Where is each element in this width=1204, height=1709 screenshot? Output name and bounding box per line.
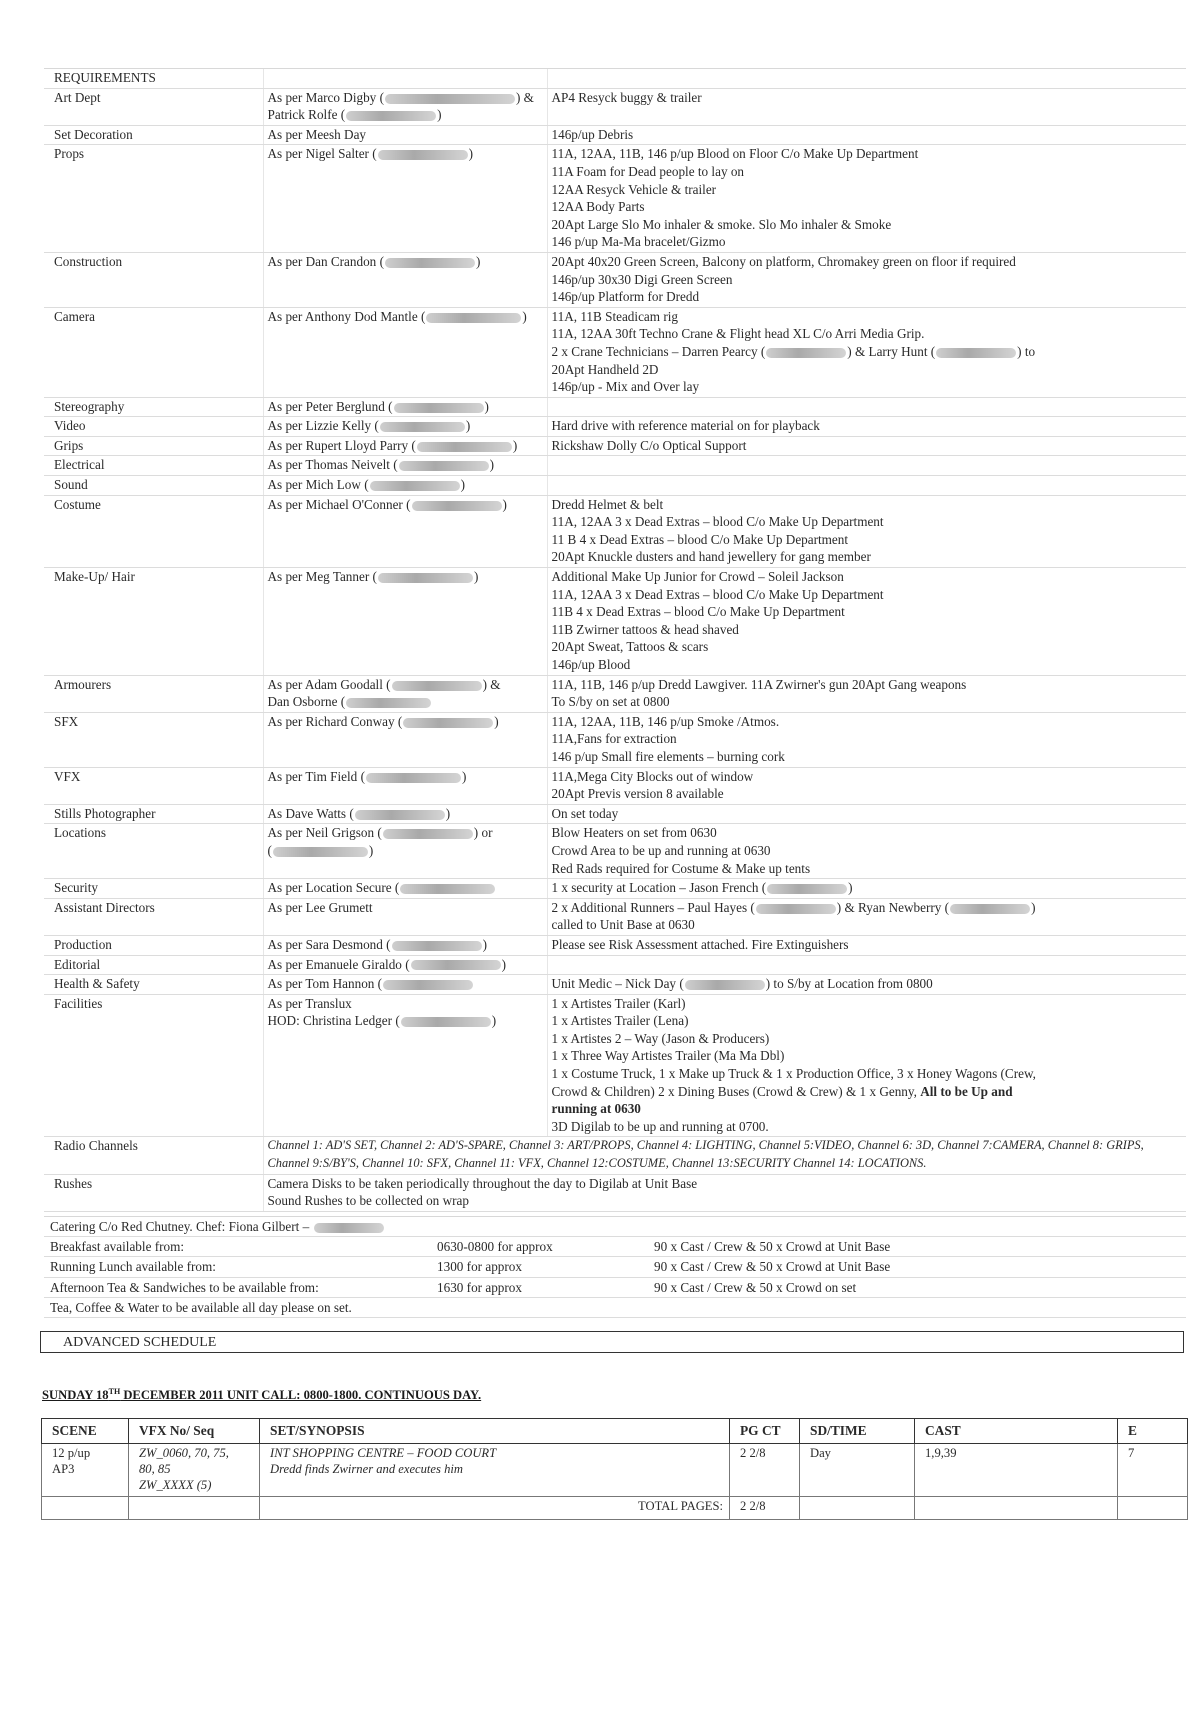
table-row	[44, 935, 1186, 955]
notes-cell: On set today	[547, 804, 1186, 824]
redacted-blur	[392, 681, 482, 691]
table-row	[44, 145, 1186, 253]
department-cell: Make-Up/ Hair	[44, 568, 263, 676]
schedule-header-row	[42, 1419, 1188, 1444]
contact-cell: As per Neil Grigson ( ) or ( )	[263, 824, 547, 879]
department-cell: Construction	[44, 252, 263, 307]
catering-row: Afternoon Tea & Sandwiches to be available from: 1630 for approx 90 x Cast / Crew & 50 x Crowd on set	[44, 1277, 1186, 1297]
notes-cell: Rickshaw Dolly C/o Optical Support	[547, 436, 1186, 456]
notes-cell: 1 x security at Location – Jason French ( )	[547, 879, 1186, 899]
redacted-blur	[417, 442, 512, 452]
redacted-blur	[385, 258, 475, 268]
redacted-blur	[766, 348, 846, 358]
redacted-blur	[346, 698, 431, 708]
table-row	[44, 712, 1186, 767]
contact-cell: As per Lizzie Kelly ( )	[263, 417, 547, 437]
table-row	[44, 476, 1186, 496]
redacted-blur	[378, 573, 473, 583]
redacted-blur	[346, 111, 436, 121]
redacted-blur	[394, 403, 484, 413]
contact-cell: As per Meg Tanner ( )	[263, 568, 547, 676]
notes-cell: Dredd Helmet & belt 11A, 12AA 3 x Dead Extras – blood C/o Make Up Department 11 B 4 x Dead Extras – blood C/o Make Up Department 20Apt Knuckle dusters and hand jewellery for gang member	[547, 495, 1186, 567]
scene-cell: 12 p/up AP3	[42, 1444, 129, 1497]
notes-cell: 11A, 11B Steadicam rig 11A, 12AA 30ft Techno Crane & Flight head XL C/o Arri Media Grip. 2 x Crane Technicians – Darren Pearcy ( ) & Larry Hunt ( ) to 20Apt Handheld 2D 146p/up - Mix and Over lay	[547, 307, 1186, 397]
contact-cell: As per Translux HOD: Christina Ledger ( )	[263, 994, 547, 1137]
table-row	[44, 879, 1186, 899]
redacted-blur	[273, 847, 368, 857]
table-row	[44, 898, 1186, 935]
contact-cell: As per Thomas Neivelt ( )	[263, 456, 547, 476]
catering-row: Breakfast available from: 0630-0800 for approx 90 x Cast / Crew & 50 x Crowd at Unit Base	[44, 1237, 1186, 1257]
table-row	[44, 975, 1186, 995]
table-row	[44, 252, 1186, 307]
department-cell: Stereography	[44, 397, 263, 417]
col-header-pgct: PG CT	[730, 1419, 800, 1444]
contact-cell: As per Rupert Lloyd Parry ( )	[263, 436, 547, 456]
total-pages-label: TOTAL PAGES:	[260, 1497, 730, 1520]
catering-footer-row: Tea, Coffee & Water to be available all day please on set.	[44, 1297, 1186, 1317]
contact-cell: As per Meesh Day	[263, 125, 547, 145]
notes-cell: 2 x Additional Runners – Paul Hayes ( ) & Ryan Newberry ( ) called to Unit Base at 0630	[547, 898, 1186, 935]
notes-cell: 20Apt 40x20 Green Screen, Balcony on platform, Chromakey green on floor if required 146p/up 30x30 Digi Green Screen 146p/up Platform for Dredd	[547, 252, 1186, 307]
department-cell: Electrical	[44, 456, 263, 476]
col-header-sdtime: SD/TIME	[800, 1419, 915, 1444]
department-cell: Editorial	[44, 955, 263, 975]
contact-cell: As per Anthony Dod Mantle ( )	[263, 307, 547, 397]
table-row	[44, 675, 1186, 712]
contact-cell: As per Location Secure (	[263, 879, 547, 899]
notes-cell	[547, 456, 1186, 476]
requirements-heading: REQUIREMENTS	[44, 69, 263, 89]
redacted-blur	[936, 348, 1016, 358]
department-cell: Facilities	[44, 994, 263, 1137]
col-header-e: E	[1118, 1419, 1188, 1444]
department-cell: Radio Channels	[44, 1137, 263, 1174]
redacted-blur	[950, 904, 1030, 914]
notes-cell	[547, 476, 1186, 496]
department-cell: Sound	[44, 476, 263, 496]
department-cell: Production	[44, 935, 263, 955]
redacted-blur	[412, 501, 502, 511]
catering-table	[44, 1216, 1186, 1318]
col-header-set: SET/SYNOPSIS	[260, 1419, 730, 1444]
cast-cell: 1,9,39	[915, 1444, 1118, 1497]
catering-title: Catering C/o Red Chutney. Chef: Fiona Gilbert –	[44, 1217, 1186, 1237]
department-cell: Costume	[44, 495, 263, 567]
redacted-blur	[385, 94, 515, 104]
notes-cell: 11A, 12AA, 11B, 146 p/up Blood on Floor C/o Make Up Department 11A Foam for Dead people to lay on 12AA Resyck Vehicle & trailer 12AA Body Parts 20Apt Large Slo Mo inhaler & smoke. Slo Mo inhaler & Smoke 146 p/up Ma-Ma bracelet/Gizmo	[547, 145, 1186, 253]
table-row	[44, 88, 1186, 125]
table-row	[44, 495, 1186, 567]
notes-cell: 1 x Artistes Trailer (Karl) 1 x Artistes Trailer (Lena) 1 x Artistes 2 – Way (Jason & Producers) 1 x Three Way Artistes Trailer (Ma Ma Dbl) 1 x Costume Truck, 1 x Make up Truck & 1 x Production Office, 3 x Honey Wagons (Crew, Crowd & Children) 2 x Dining Buses (Crowd & Crew) & 1 x Genny, All to be Up and running at 0630 3D Digilab to be up and running at 0700.	[547, 994, 1186, 1137]
table-row	[44, 307, 1186, 397]
contact-cell: As per Tim Field ( )	[263, 767, 547, 804]
redacted-blur	[383, 980, 473, 990]
vfx-cell: ZW_0060, 70, 75, 80, 85 ZW_XXXX (5)	[129, 1444, 260, 1497]
redacted-blur	[403, 718, 493, 728]
redacted-blur	[392, 941, 482, 951]
department-cell: Camera	[44, 307, 263, 397]
redacted-blur	[411, 960, 501, 970]
contact-cell: As per Dan Crandon ( )	[263, 252, 547, 307]
department-cell: Armourers	[44, 675, 263, 712]
department-cell: SFX	[44, 712, 263, 767]
col-header-scene: SCENE	[42, 1419, 129, 1444]
catering-row: Running Lunch available from: 1300 for approx 90 x Cast / Crew & 50 x Crowd at Unit Base	[44, 1257, 1186, 1277]
department-cell: Assistant Directors	[44, 898, 263, 935]
contact-cell: As per Michael O'Conner ( )	[263, 495, 547, 567]
redacted-blur	[399, 461, 489, 471]
redacted-blur	[400, 884, 495, 894]
notes-cell: Hard drive with reference material on for playback	[547, 417, 1186, 437]
department-cell: Stills Photographer	[44, 804, 263, 824]
notes-cell: 146p/up Debris	[547, 125, 1186, 145]
requirements-header-row	[44, 69, 1186, 89]
contact-cell: As per Nigel Salter ( )	[263, 145, 547, 253]
table-row	[44, 804, 1186, 824]
redacted-blur	[380, 422, 465, 432]
department-cell: Grips	[44, 436, 263, 456]
day-heading: SUNDAY 18TH DECEMBER 2011 UNIT CALL: 0800-1800. CONTINUOUS DAY.	[42, 1387, 482, 1403]
redacted-blur	[355, 810, 445, 820]
table-row	[44, 417, 1186, 437]
advanced-schedule-header: ADVANCED SCHEDULE	[40, 1331, 1184, 1353]
notes-cell: 11A, 12AA, 11B, 146 p/up Smoke /Atmos. 11A,Fans for extraction 146 p/up Small fire elements – burning cork	[547, 712, 1186, 767]
department-cell: Rushes	[44, 1174, 263, 1211]
notes-cell: Blow Heaters on set from 0630 Crowd Area to be up and running at 0630 Red Rads required for Costume & Make up tents	[547, 824, 1186, 879]
col-header-vfx: VFX No/ Seq	[129, 1419, 260, 1444]
notes-cell: Please see Risk Assessment attached. Fire Extinguishers	[547, 935, 1186, 955]
contact-cell: As per Adam Goodall ( ) & Dan Osborne (	[263, 675, 547, 712]
department-cell: Locations	[44, 824, 263, 879]
redacted-blur	[314, 1223, 384, 1233]
department-cell: Health & Safety	[44, 975, 263, 995]
rushes-row	[44, 1174, 1186, 1211]
contact-cell: As per Emanuele Giraldo ( )	[263, 955, 547, 975]
contact-cell: As per Mich Low ( )	[263, 476, 547, 496]
total-pages-value: 2 2/8	[730, 1497, 800, 1520]
redacted-blur	[401, 1017, 491, 1027]
catering-title-row	[44, 1217, 1186, 1237]
table-row	[44, 397, 1186, 417]
radio-channels-text: Channel 1: AD'S SET, Channel 2: AD'S-SPARE, Channel 3: ART/PROPS, Channel 4: LIGHTING, Channel 5:VIDEO, Channel 6: 3D, Channel 7:CAMERA, Channel 8: GRIPS, Channel 9:S/BY'S, Channel 10: SFX, Channel 11: VFX, Channel 12:COSTUME, Channel 13:SECURITY Channel 14: LOCATIONS.	[263, 1137, 1186, 1174]
department-cell: Video	[44, 417, 263, 437]
radio-channels-row	[44, 1137, 1186, 1174]
table-row	[44, 456, 1186, 476]
redacted-blur	[426, 313, 521, 323]
redacted-blur	[767, 884, 847, 894]
contact-cell: As per Lee Grumett	[263, 898, 547, 935]
contact-cell: As per Peter Berglund ( )	[263, 397, 547, 417]
table-row	[44, 125, 1186, 145]
table-row	[42, 1444, 1188, 1497]
total-row	[42, 1497, 1188, 1520]
contact-cell: As per Richard Conway ( )	[263, 712, 547, 767]
table-row	[44, 955, 1186, 975]
contact-cell: As Dave Watts ( )	[263, 804, 547, 824]
set-cell: INT SHOPPING CENTRE – FOOD COURT Dredd finds Zwirner and executes him	[260, 1444, 730, 1497]
notes-cell: 11A, 11B, 146 p/up Dredd Lawgiver. 11A Zwirner's gun 20Apt Gang weapons To S/by on set at 0800	[547, 675, 1186, 712]
table-row	[44, 436, 1186, 456]
department-cell: Security	[44, 879, 263, 899]
notes-cell: 11A,Mega City Blocks out of window 20Apt Previs version 8 available	[547, 767, 1186, 804]
department-cell: Art Dept	[44, 88, 263, 125]
redacted-blur	[366, 773, 461, 783]
contact-cell: As per Sara Desmond ( )	[263, 935, 547, 955]
notes-cell: Unit Medic – Nick Day ( ) to S/by at Location from 0800	[547, 975, 1186, 995]
table-row	[44, 568, 1186, 676]
department-cell: Props	[44, 145, 263, 253]
notes-cell	[547, 397, 1186, 417]
pgct-cell: 2 2/8	[730, 1444, 800, 1497]
department-cell: Set Decoration	[44, 125, 263, 145]
redacted-blur	[685, 980, 765, 990]
redacted-blur	[756, 904, 836, 914]
table-row	[44, 994, 1186, 1137]
e-cell: 7	[1118, 1444, 1188, 1497]
redacted-blur	[370, 481, 460, 491]
rushes-text: Camera Disks to be taken periodically throughout the day to Digilab at Unit Base Sound Rushes to be collected on wrap	[263, 1174, 1186, 1211]
notes-cell: AP4 Resyck buggy & trailer	[547, 88, 1186, 125]
contact-cell: As per Marco Digby ( ) & Patrick Rolfe ( )	[263, 88, 547, 125]
redacted-blur	[383, 829, 473, 839]
sdtime-cell: Day	[800, 1444, 915, 1497]
table-row	[44, 824, 1186, 879]
col-header-cast: CAST	[915, 1419, 1118, 1444]
requirements-table	[44, 68, 1186, 1212]
redacted-blur	[378, 150, 468, 160]
schedule-table	[41, 1418, 1188, 1520]
table-row	[44, 767, 1186, 804]
department-cell: VFX	[44, 767, 263, 804]
notes-cell: Additional Make Up Junior for Crowd – Soleil Jackson 11A, 12AA 3 x Dead Extras – blood C/o Make Up Department 11B 4 x Dead Extras – blood C/o Make Up Department 11B Zwirner tattoos & head shaved 20Apt Sweat, Tattoos & scars 146p/up Blood	[547, 568, 1186, 676]
contact-cell: As per Tom Hannon (	[263, 975, 547, 995]
notes-cell	[547, 955, 1186, 975]
